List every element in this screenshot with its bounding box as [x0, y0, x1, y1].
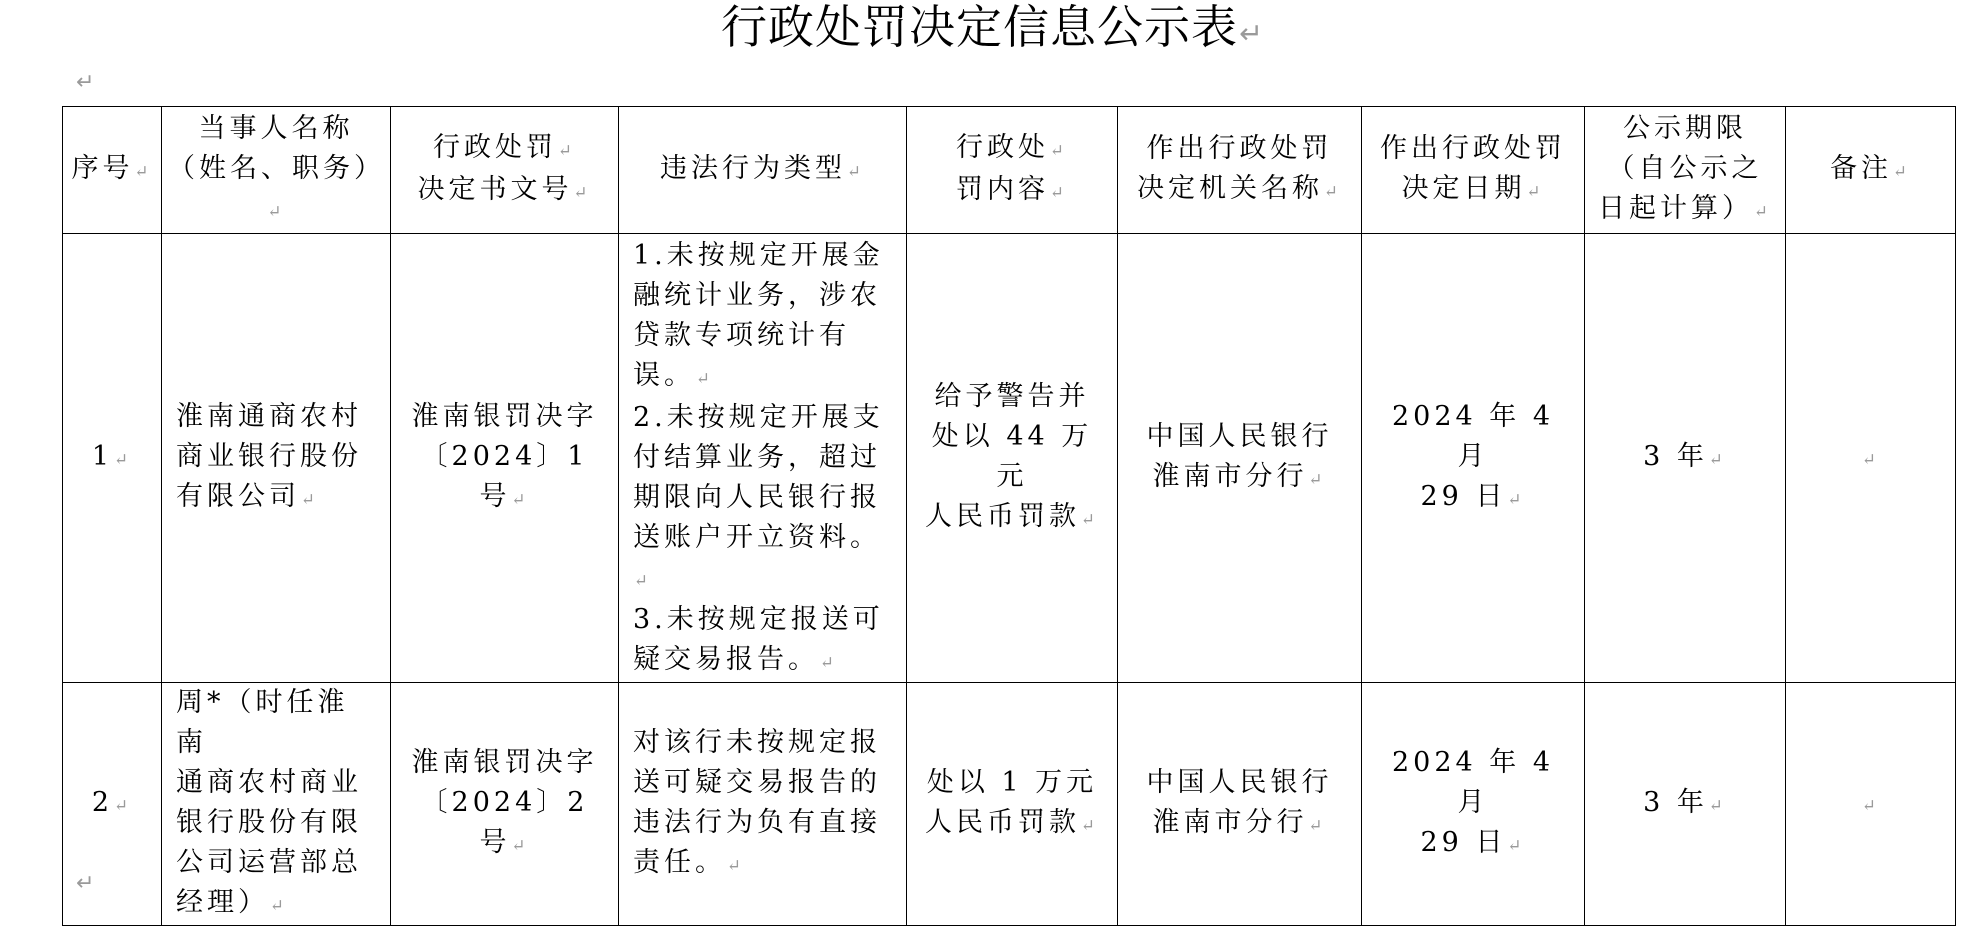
header-line: （姓名、职务）↵	[168, 153, 385, 221]
cell-authority	[1118, 683, 1362, 926]
paragraph-return-mark: ↵	[134, 161, 153, 181]
cell-date	[1362, 683, 1585, 926]
paragraph-return-mark: ↵	[511, 835, 530, 855]
cell-line: 〔2024〕1 号↵	[420, 441, 589, 512]
table-row	[63, 683, 1956, 926]
cell-period: 3 年↵	[1585, 234, 1786, 683]
header-cell-party	[162, 107, 391, 234]
header-cell-authority	[1118, 107, 1362, 234]
paragraph-return-mark: ↵	[270, 895, 289, 915]
paragraph-return-mark: ↵	[1507, 489, 1526, 509]
header-line: 序号	[71, 153, 134, 184]
paragraph-return-mark: ↵	[114, 449, 133, 469]
cell-line: 通商农村商业	[176, 767, 362, 798]
cell-line: 3.未按规定报送可	[633, 604, 884, 635]
cell-line: 误。↵	[633, 360, 715, 391]
paragraph-return-mark: ↵	[557, 140, 577, 160]
cell-line: 送账户开立资料。↵	[633, 522, 881, 590]
cell-line: 29 日↵	[1420, 481, 1526, 512]
cell-remark	[1786, 234, 1956, 683]
paragraph-return-mark: ↵	[1080, 815, 1100, 835]
cell-line: 送可疑交易报告的	[633, 767, 881, 798]
cell-line: 对该行未按规定报	[633, 727, 881, 758]
cell-line: 违法行为负有直接	[633, 807, 881, 838]
header-line: 备注	[1829, 153, 1892, 184]
header-cell-remark	[1786, 107, 1956, 234]
paragraph-return-mark: ↵	[1753, 201, 1773, 221]
cell-line: 贷款专项统计有	[633, 320, 850, 351]
cell-line: 淮南银罚决字	[411, 747, 598, 778]
paragraph-return-mark: ↵	[1526, 181, 1545, 201]
header-cell-no	[63, 107, 162, 234]
header-line: 公示期限	[1623, 113, 1747, 144]
cell-date	[1362, 234, 1585, 683]
paragraph-return-mark: ↵	[573, 182, 592, 202]
header-cell-date	[1362, 107, 1585, 234]
paragraph-return-mark: ↵	[511, 489, 530, 509]
cell-line: 给予警告并	[934, 381, 1090, 412]
paragraph-return-mark: ↵	[1708, 449, 1727, 469]
cell-line: 处以 44 万元	[931, 421, 1093, 492]
cell-line: 淮南银罚决字	[411, 401, 598, 432]
cell-line: 商业银行股份	[176, 441, 362, 472]
document-title	[0, 0, 1985, 56]
cell-line: 1.未按规定开展金	[633, 240, 884, 271]
header-line: 违法行为类型	[659, 153, 846, 184]
header-line: 日起计算）↵	[1597, 193, 1773, 224]
paragraph-return-mark: ↵	[1323, 181, 1343, 201]
cell-line: 处以 1 万元	[926, 767, 1098, 798]
cell-line: 公司运营部总	[176, 847, 362, 878]
cell-doc-no	[391, 683, 619, 926]
cell-penalty	[907, 234, 1118, 683]
paragraph-return-mark: ↵	[846, 161, 866, 181]
paragraph-return-mark: ↵	[301, 489, 320, 509]
cell-line: 经理）↵	[176, 887, 289, 918]
paragraph-return-mark: ↵	[1507, 835, 1526, 855]
cell-line: 付结算业务，超过	[633, 442, 881, 473]
cell-party	[162, 683, 391, 926]
paragraph-return-mark: ↵	[76, 871, 95, 896]
paragraph-return-mark: ↵	[1049, 182, 1069, 202]
cell-party	[162, 234, 391, 683]
header-cell-violation	[619, 107, 907, 234]
header-line: 作出行政处罚	[1380, 133, 1566, 164]
header-line: 决定书文号↵	[417, 174, 592, 205]
cell-violation	[619, 683, 907, 926]
cell-line: 〔2024〕2 号↵	[420, 787, 589, 858]
cell-line: 期限向人民银行报	[633, 482, 881, 513]
paragraph-return-mark: ↵	[1861, 795, 1881, 815]
paragraph-return-mark: ↵	[76, 70, 95, 95]
paragraph-return-mark: ↵	[696, 368, 715, 388]
header-line: 决定日期↵	[1401, 173, 1545, 204]
table-row	[63, 234, 1956, 683]
cell-remark	[1786, 683, 1956, 926]
cell-line: 融统计业务，涉农	[633, 280, 881, 311]
header-line: 当事人名称	[198, 113, 354, 144]
cell-line: 淮南市分行↵	[1152, 807, 1327, 838]
document-title-text: 行政处罚决定信息公示表	[721, 0, 1239, 54]
header-cell-doc-no	[391, 107, 619, 234]
paragraph-return-mark: ↵	[1239, 17, 1264, 50]
cell-line: 2024 年 4 月	[1391, 401, 1555, 472]
header-line: 行政处↵	[955, 132, 1069, 163]
cell-line: 淮南市分行↵	[1152, 461, 1327, 492]
cell-penalty	[907, 683, 1118, 926]
cell-violation	[619, 234, 907, 683]
header-row	[63, 107, 1956, 234]
paragraph-return-mark: ↵	[820, 652, 839, 672]
paragraph-return-mark: ↵	[1892, 161, 1912, 181]
cell-line: 疑交易报告。↵	[633, 644, 839, 675]
cell-line: 2.未按规定开展支	[633, 402, 884, 433]
cell-line: 有限公司↵	[176, 481, 320, 512]
paragraph-return-mark: ↵	[727, 855, 746, 875]
cell-period: 3 年↵	[1585, 683, 1786, 926]
header-line: 作出行政处罚	[1146, 133, 1333, 164]
cell-line: 人民币罚款↵	[924, 807, 1100, 838]
cell-line: 银行股份有限	[176, 807, 362, 838]
cell-line: 责任。↵	[633, 847, 746, 878]
cell-line: 人民币罚款↵	[924, 501, 1100, 532]
cell-no: 2↵	[63, 683, 162, 926]
paragraph-return-mark: ↵	[267, 201, 286, 221]
paragraph-return-mark: ↵	[1308, 469, 1327, 489]
header-cell-penalty	[907, 107, 1118, 234]
paragraph-return-mark: ↵	[1049, 140, 1069, 160]
header-line: 决定机关名称↵	[1136, 173, 1343, 204]
paragraph-return-mark: ↵	[634, 570, 653, 590]
cell-line: 淮南通商农村	[176, 401, 362, 432]
cell-doc-no	[391, 234, 619, 683]
cell-no: 1↵	[63, 234, 162, 683]
cell-line: 2024 年 4 月	[1391, 747, 1555, 818]
paragraph-return-mark: ↵	[1308, 815, 1327, 835]
penalty-table	[62, 106, 1956, 926]
header-cell-period	[1585, 107, 1786, 234]
cell-authority	[1118, 234, 1362, 683]
paragraph-return-mark: ↵	[1708, 795, 1727, 815]
paragraph-return-mark: ↵	[1861, 449, 1881, 469]
paragraph-return-mark: ↵	[114, 795, 133, 815]
header-line: 行政处罚↵	[432, 132, 577, 163]
cell-line: 周*（时任淮南	[176, 687, 349, 758]
cell-line: 中国人民银行	[1146, 767, 1333, 798]
cell-line: 29 日↵	[1420, 827, 1526, 858]
paragraph-return-mark: ↵	[1080, 509, 1100, 529]
header-line: （自公示之	[1607, 153, 1763, 184]
cell-line: 中国人民银行	[1146, 421, 1333, 452]
header-line: 罚内容↵	[955, 174, 1069, 205]
